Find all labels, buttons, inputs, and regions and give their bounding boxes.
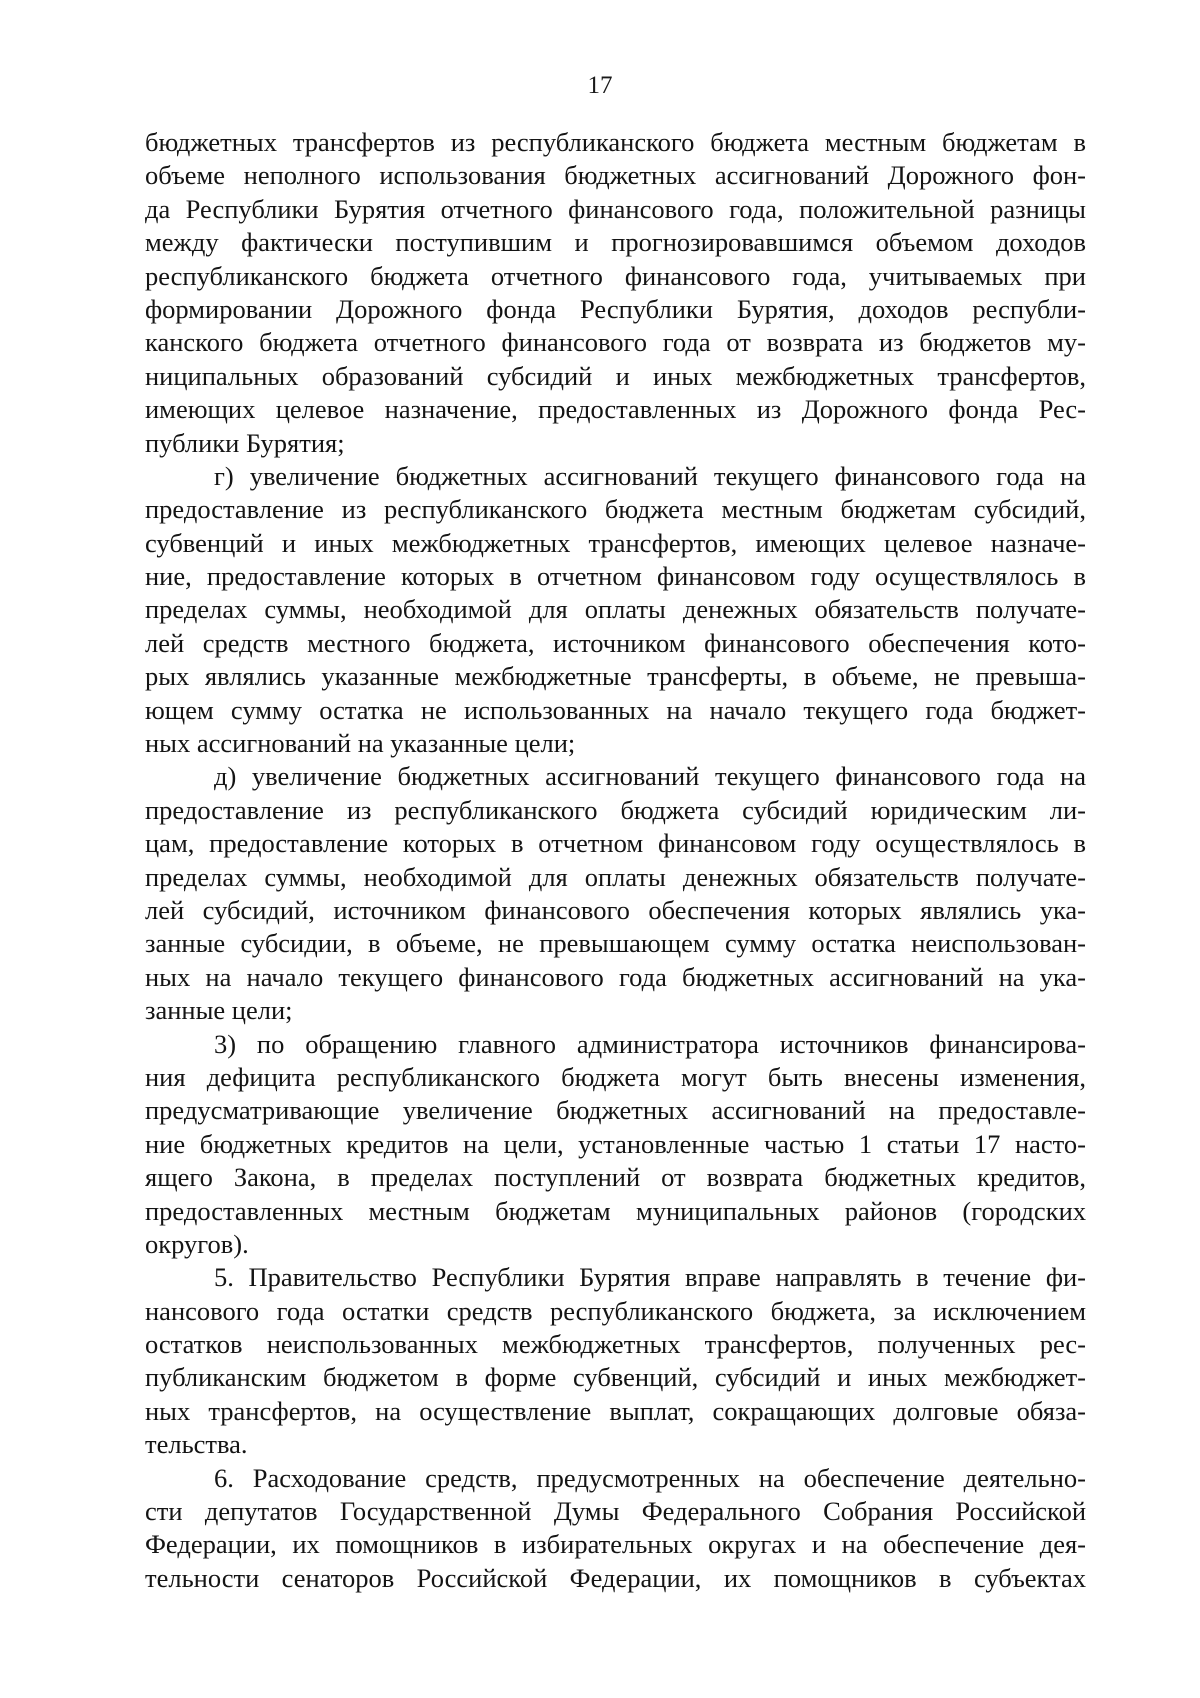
text-line: 6. Расходование средств, предусмотренных на обеспечение деятельно- bbox=[214, 1462, 1086, 1493]
page-number: 17 bbox=[587, 72, 613, 99]
text-line: цам, предоставление которых в отчетном финансовом году осуществлялось в bbox=[145, 828, 1086, 859]
text-line: да Республики Бурятия отчетного финансового года, положительной разницы bbox=[145, 193, 1086, 224]
text-line: округов). bbox=[145, 1228, 249, 1259]
text-line: ных трансфертов, на осуществление выплат, сокращающих долговые обяза- bbox=[145, 1395, 1086, 1426]
text-line: ящего Закона, в пределах поступлений от возврата бюджетных кредитов, bbox=[145, 1162, 1086, 1193]
text-line: рых являлись указанные межбюджетные трансферты, в объеме, не превыша- bbox=[145, 661, 1086, 692]
text-line: тельства. bbox=[145, 1429, 248, 1460]
text-line: публиканским бюджетом в форме субвенций, субсидий и иных межбюджет- bbox=[145, 1362, 1086, 1393]
text-line: объеме неполного использования бюджетных ассигнований Дорожного фон- bbox=[145, 160, 1086, 191]
text-line: ния дефицита республиканского бюджета могут быть внесены изменения, bbox=[145, 1061, 1086, 1092]
text-line: лей средств местного бюджета, источником финансового обеспечения кото- bbox=[145, 627, 1086, 658]
text-line: тельности сенаторов Российской Федерации, их помощников в субъектах bbox=[145, 1562, 1086, 1593]
text-line: д) увеличение бюджетных ассигнований текущего финансового года на bbox=[214, 761, 1086, 792]
text-line: ние, предоставление которых в отчетном финансовом году осуществлялось в bbox=[145, 561, 1086, 592]
text-line: сти депутатов Государственной Думы Федерального Собрания Российской bbox=[145, 1496, 1086, 1527]
text-line: занные субсидии, в объеме, не превышающем сумму остатка неиспользован- bbox=[145, 928, 1086, 959]
text-line: пределах суммы, необходимой для оплаты денежных обязательств получате- bbox=[145, 861, 1086, 892]
text-line: 5. Правительство Республики Бурятия вправе направлять в течение фи- bbox=[214, 1262, 1086, 1293]
text-line: ющем сумму остатка не использованных на начало текущего года бюджет- bbox=[145, 694, 1086, 725]
text-line: формировании Дорожного фонда Республики Бурятия, доходов республи- bbox=[145, 293, 1086, 324]
text-line: предоставление из республиканского бюджета субсидий юридическим ли- bbox=[145, 794, 1086, 825]
text-line: занные цели; bbox=[145, 995, 293, 1026]
text-line: имеющих целевое назначение, предоставленных из Дорожного фонда Рес- bbox=[145, 394, 1086, 425]
text-line: лей субсидий, источником финансового обеспечения которых являлись ука- bbox=[145, 894, 1086, 925]
text-line: ных на начало текущего финансового года бюджетных ассигнований на ука- bbox=[145, 961, 1086, 992]
text-line: ных ассигнований на указанные цели; bbox=[145, 728, 576, 759]
document-body bbox=[145, 126, 1086, 1595]
text-line: 3) по обращению главного администратора источников финансирова- bbox=[214, 1028, 1086, 1059]
text-line: ниципальных образований субсидий и иных межбюджетных трансфертов, bbox=[145, 360, 1086, 391]
text-line: предоставление из республиканского бюджета местным бюджетам субсидий, bbox=[145, 494, 1086, 525]
text-line: канского бюджета отчетного финансового года от возврата из бюджетов му- bbox=[145, 327, 1086, 358]
text-line: между фактически поступившим и прогнозировавшимся объемом доходов bbox=[145, 227, 1086, 258]
text-line: публики Бурятия; bbox=[145, 427, 345, 458]
text-line: остатков неиспользованных межбюджетных трансфертов, полученных рес- bbox=[145, 1329, 1086, 1360]
text-line: субвенций и иных межбюджетных трансфертов, имеющих целевое назначе- bbox=[145, 527, 1086, 558]
text-line: пределах суммы, необходимой для оплаты денежных обязательств получате- bbox=[145, 594, 1086, 625]
text-line: ние бюджетных кредитов на цели, установленные частью 1 статьи 17 насто- bbox=[145, 1128, 1086, 1159]
text-line: г) увеличение бюджетных ассигнований текущего финансового года на bbox=[214, 460, 1086, 491]
text-line: Федерации, их помощников в избирательных округах и на обеспечение дея- bbox=[145, 1529, 1086, 1560]
text-line: предоставленных местным бюджетам муниципальных районов (городских bbox=[145, 1195, 1086, 1226]
text-line: нансового года остатки средств республиканского бюджета, за исключением bbox=[145, 1295, 1086, 1326]
text-line: республиканского бюджета отчетного финансового года, учитываемых при bbox=[145, 260, 1086, 291]
text-line: предусматривающие увеличение бюджетных ассигнований на предоставле- bbox=[145, 1095, 1086, 1126]
text-line: бюджетных трансфертов из республиканского бюджета местным бюджетам в bbox=[145, 127, 1086, 157]
